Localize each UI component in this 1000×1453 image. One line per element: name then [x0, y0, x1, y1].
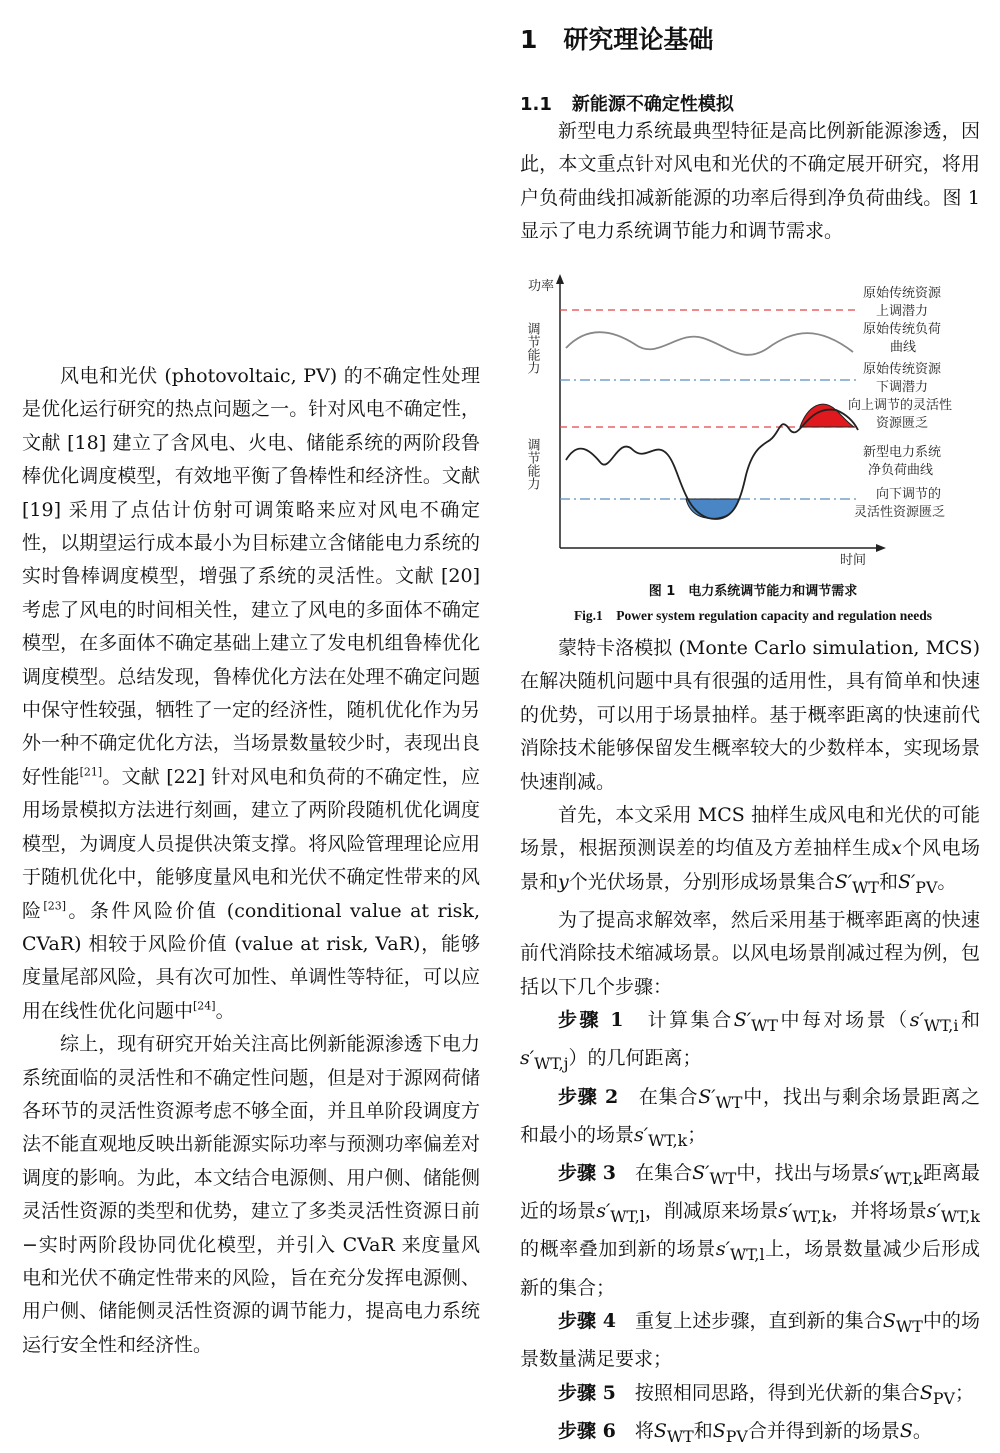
text-run: 。 — [912, 1419, 932, 1442]
step-label: 步骤 5 — [558, 1381, 616, 1404]
legend-lower-potential-2: 下调潜力 — [876, 380, 929, 395]
legend-upward-shortage-2: 资源匮乏 — [876, 416, 929, 431]
math-var: s′ — [909, 1009, 924, 1032]
text-run: 和 — [958, 1009, 980, 1032]
math-sub: WT — [666, 1426, 694, 1446]
right-column-top — [520, 115, 980, 249]
text-run: ； — [687, 1123, 707, 1146]
math-var: s′ — [596, 1200, 611, 1223]
math-sub: WT,k — [792, 1207, 832, 1227]
math-var: S — [919, 1381, 933, 1404]
upper-regulation-label: 调节能力 — [524, 322, 540, 374]
y-axis-label: 功率 — [528, 279, 555, 294]
step-2 — [520, 1081, 980, 1157]
paragraph-reduction: 为了提高求解效率，然后采用基于概率距离的快速前代消除技术缩减场景。以风电场景削减过程为例，包括以下几个步骤： — [520, 909, 980, 998]
math-sub: WT,k — [940, 1207, 980, 1227]
text-run: 在集合 — [635, 1162, 693, 1185]
text-run: 中的场景数量满足要求； — [520, 1310, 980, 1371]
text-run: 上，场景数量减少后形成新的集合； — [520, 1238, 980, 1299]
step-label: 步骤 2 — [558, 1085, 619, 1108]
paragraph-summary: 综上，现有研究开始关注高比例新能源渗透下电力系统面临的灵活性和不确定性问题，但是对于源网荷储各环节的灵活性资源考虑不够全面，并且单阶段调度方法不能直观地反映出新能源实际功率与预测功率偏差对调度的影响。为此，本文结合电源侧、用户侧、储能侧灵活性资源的类型和优势，建立了多类灵活性资源日前−实时两阶段协同优化模型，并引入 CVaR 来度量风电和光伏不确定性带来的风险，旨在充分发挥电源侧、用户侧、储能侧灵活性资源的调节能力，提高电力系统运行安全性和经济性。 — [22, 1033, 480, 1356]
text-run: 。 — [937, 870, 957, 893]
text-run: 距离最近的场景 — [520, 1162, 980, 1223]
math-var: S′ — [733, 1009, 752, 1032]
legend-upper-potential-2: 上调潜力 — [876, 304, 929, 319]
math-var: S′ — [897, 870, 916, 893]
original-load-curve — [566, 332, 853, 355]
text-run: 个风电场景和 — [520, 837, 980, 893]
math-var: s′ — [869, 1162, 884, 1185]
text-run: 将 — [634, 1419, 654, 1442]
legend-original-load-2: 曲线 — [890, 340, 917, 355]
citation-ref[interactable]: [21] — [79, 765, 103, 779]
math-var: s′ — [926, 1200, 941, 1223]
subsection-title: 新能源不确定性模拟 — [571, 94, 734, 115]
x-axis-arrow-icon — [876, 544, 886, 552]
paragraph-sampling — [520, 799, 980, 904]
text-run: 按照相同思路，得到光伏新的集合 — [634, 1381, 920, 1404]
legend-downward-shortage-2: 灵活性资源匮乏 — [854, 505, 946, 520]
math-var: S′ — [834, 870, 853, 893]
math-sub: PV — [915, 877, 938, 897]
math-var: S — [899, 1419, 913, 1442]
math-var: s′ — [715, 1238, 730, 1261]
paragraph-mcs: 蒙特卡洛模拟 (Monte Carlo simulation, MCS) 在解决随机问题中具有很强的适用性，具有简单和快速的优势，可以用于场景抽样。基于概率距离的快速前代消除技术能够保留发生概率较大的少数样本，实现场景快速削减。 — [520, 637, 980, 793]
regulation-figure — [518, 270, 988, 570]
legend-net-load-1: 新型电力系统 — [863, 445, 942, 460]
text-run: 中每对场景（ — [777, 1009, 910, 1032]
math-sub: WT,i — [923, 1016, 959, 1036]
math-var: S′ — [698, 1085, 716, 1108]
lower-regulation-label: 调节能力 — [524, 438, 540, 490]
text-run: 。条件风险价值 (conditional value at risk, CVaR) 相较于风险价值 (value at risk, VaR)，能够度量尾部风险，具有次可加性、单调性等特征，可以应用在线性优化问题中 — [22, 899, 480, 1022]
section-heading — [520, 20, 713, 56]
math-sub: WT — [709, 1168, 737, 1188]
math-sub: WT,k — [883, 1168, 923, 1188]
text-run: 和 — [878, 870, 898, 893]
text-run: 。文献 [22] 针对风电和负荷的不确定性，应用场景模拟方法进行刻画，建立了两阶段随机优化调度模型，为调度人员提供决策支撑。将风险管理理论应用于随机优化中，能够度量风电和光伏不确定性带来的风险 — [22, 765, 480, 922]
text-run: 在集合 — [638, 1085, 699, 1108]
text-run: 和 — [693, 1419, 713, 1442]
math-var: S — [882, 1310, 896, 1333]
section-number: 1 — [520, 25, 538, 54]
math-var: S — [712, 1419, 726, 1442]
section-title: 研究理论基础 — [563, 25, 714, 54]
math-sub: WT,k — [648, 1130, 688, 1150]
legend-downward-shortage-1: 向下调节的 — [876, 487, 942, 502]
subsection-heading — [520, 90, 734, 116]
math-var: s′ — [520, 1047, 535, 1070]
paragraph-uncertainty-review — [22, 360, 480, 1028]
math-sub: PV — [725, 1426, 748, 1446]
paragraph-intro: 新型电力系统最典型特征是高比例新能源渗透，因此，本文重点针对风电和光伏的不确定展开研究，将用户负荷曲线扣减新能源的功率后得到净负荷曲线。图 1 显示了电力系统调节能力和调节需求。 — [520, 120, 980, 243]
text-run: 。 — [215, 999, 235, 1022]
text-run: ； — [955, 1381, 975, 1404]
legend-upper-potential-1: 原始传统资源 — [863, 286, 942, 301]
subsection-number: 1.1 — [520, 94, 552, 115]
figure-caption-zh: 图 1 电力系统调节能力和调节需求 — [648, 584, 858, 599]
math-var: s′ — [634, 1123, 649, 1146]
math-sub: WT,l — [610, 1207, 645, 1227]
text-run: 中，找出与场景 — [736, 1162, 870, 1185]
text-run: 个光伏场景，分别形成场景集合 — [568, 870, 835, 893]
text-run: 的概率叠加到新的场景 — [520, 1238, 716, 1261]
text-run: 计算集合 — [647, 1009, 734, 1032]
legend-net-load-2: 净负荷曲线 — [868, 463, 934, 478]
math-var: x — [891, 837, 902, 860]
math-sub: WT — [852, 877, 879, 897]
step-label: 步骤 1 — [558, 1009, 624, 1032]
math-sub: PV — [932, 1388, 955, 1408]
text-run: 首先，本文采用 MCS 抽样生成风电和光伏的可能场景，根据预测误差的均值及方差抽样生成 — [520, 804, 980, 860]
math-sub: WT — [715, 1092, 743, 1112]
y-axis-arrow-icon — [556, 274, 564, 284]
text-run: 中，找出与剩余场景距离之和最小的场景 — [520, 1085, 980, 1146]
step-5 — [520, 1377, 980, 1415]
legend-lower-potential-1: 原始传统资源 — [863, 362, 942, 377]
citation-ref[interactable]: [24] — [193, 999, 216, 1013]
step-1 — [520, 1004, 980, 1080]
text-run: ）的几何距离； — [568, 1047, 702, 1070]
math-var: y — [558, 870, 569, 893]
step-3 — [520, 1157, 980, 1305]
citation-ref[interactable]: [23] — [43, 899, 67, 913]
left-column — [22, 360, 480, 1362]
x-axis-label: 时间 — [840, 553, 867, 568]
legend-original-load-1: 原始传统负荷 — [863, 322, 942, 337]
math-sub: WT,j — [534, 1054, 569, 1074]
step-4 — [520, 1305, 980, 1377]
legend-upward-shortage-1: 向上调节的灵活性 — [848, 398, 953, 413]
math-var: S′ — [692, 1162, 710, 1185]
text-run: 重复上述步骤，直到新的集合 — [635, 1310, 883, 1333]
math-sub: WT,l — [729, 1245, 765, 1265]
math-var: s′ — [778, 1200, 793, 1223]
math-sub: WT — [751, 1016, 778, 1036]
right-column-bottom — [520, 632, 980, 1453]
figure-caption-en: Fig.1 Power system regulation capacity and regulation needs — [573, 608, 933, 623]
text-run: ，并将场景 — [831, 1200, 927, 1223]
step-label: 步骤 6 — [558, 1419, 616, 1442]
step-label: 步骤 3 — [558, 1162, 616, 1185]
math-var: S — [653, 1419, 667, 1442]
text-run: 合并得到新的场景 — [747, 1419, 900, 1442]
step-6 — [520, 1415, 980, 1453]
text-run: ，削减原来场景 — [644, 1200, 779, 1223]
text-run: 风电和光伏 (photovoltaic, PV) 的不确定性处理是优化运行研究的热点问题之一。针对风电不确定性，文献 [18] 建立了含风电、火电、储能系统的两阶段鲁棒优化调度模型，有效地平衡了鲁棒性和经济性。文献 [19] 采用了点估计仿射可调策略来应对风电不确定性，以期望运行成本最小为目标建立含储能电力系统的实时鲁棒调度模型，增强了系统的灵活性。文献 [20] 考虑了风电的时间相关性，建立了风电的多面体不确定模型，在多面体不确定基础上建立了发电机组鲁棒优化调度模型。总结发现，鲁棒优化方法在处理不确定问题中保守性较强，牺牲了一定的经济性，随机优化作为另外一种不确定优化方法，当场景数量较少时，表现出良好性能 — [22, 365, 480, 788]
step-label: 步骤 4 — [558, 1310, 617, 1333]
math-sub: WT — [895, 1316, 923, 1336]
